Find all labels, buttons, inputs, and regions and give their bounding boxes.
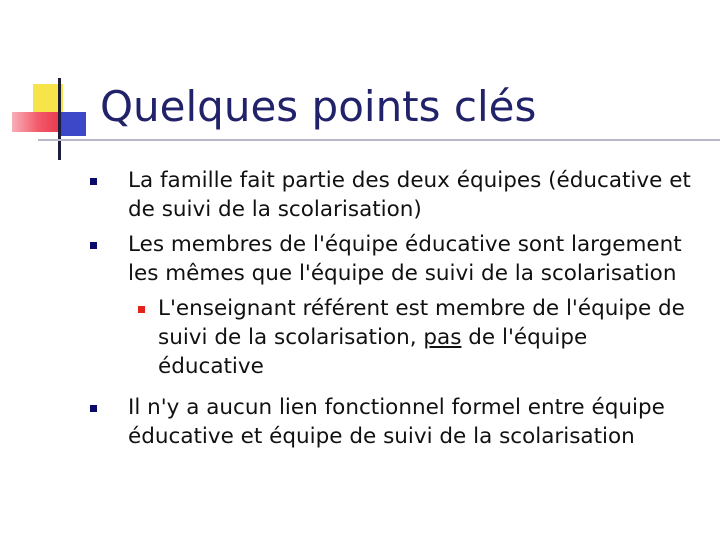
- square-bullet-icon: [90, 242, 97, 249]
- bullet-item-1: [128, 166, 698, 224]
- slide-title: Quelques points clés: [100, 82, 537, 131]
- square-bullet-icon: [90, 405, 97, 412]
- bullet-item-2: [128, 230, 698, 288]
- bullet-text: La famille fait partie des deux équipes (éducative et de suivi de la scolarisation): [128, 168, 691, 222]
- sub-bullet-text-before: L'enseignant référent est membre de l'équipe de suivi de la scolarisation,: [158, 296, 685, 350]
- bullet-text: Il n'y a aucun lien fonctionnel formel entre équipe éducative et équipe de suivi de la scolarisation: [128, 395, 665, 449]
- sub-bullet-text-after: de l'équipe éducative: [158, 325, 588, 379]
- logo-vertical-line: [58, 78, 61, 160]
- square-bullet-icon: [90, 178, 97, 185]
- bullet-item-3: [128, 393, 698, 451]
- underlined-word: pas: [423, 325, 462, 350]
- logo-blue-square: [60, 112, 86, 136]
- logo-red-bar: [12, 112, 60, 132]
- bullet-text: Les membres de l'équipe éducative sont largement les mêmes que l'équipe de suivi de la scolarisation: [128, 232, 682, 286]
- sub-bullet-item: [158, 294, 698, 381]
- square-bullet-icon: [138, 306, 145, 313]
- title-underline-rule: [38, 139, 720, 141]
